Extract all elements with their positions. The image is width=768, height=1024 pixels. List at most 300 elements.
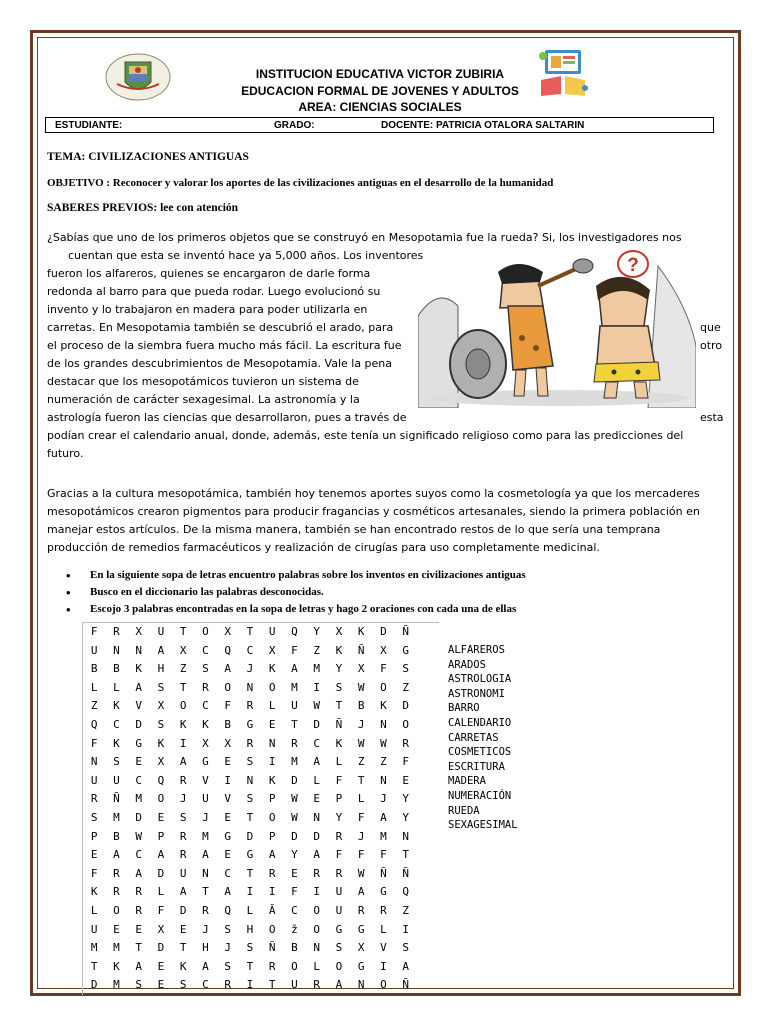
- word-search-cell: B: [90, 662, 98, 676]
- word-search-cell: Q: [90, 717, 98, 731]
- word-search-cell: K: [135, 662, 142, 676]
- paragraph1-line1: ¿Sabías que uno de los primeros objetos que se construyó en Mesopotamia fue la rueda? Si, los investigadores nos: [47, 231, 682, 244]
- word-search-cell: A: [135, 959, 142, 973]
- word-search-cell: P: [268, 829, 276, 843]
- word-search-cell: G: [246, 717, 254, 731]
- word-search-cell: R: [380, 903, 387, 917]
- word-search-cell: W: [313, 699, 320, 713]
- word-search-cell: P: [268, 792, 276, 806]
- word-search-cell: A: [179, 755, 187, 769]
- word-search-cell: E: [113, 922, 120, 936]
- word-search-cell: S: [402, 941, 409, 955]
- word-search-cell: D: [157, 866, 165, 880]
- paragraph2-line: Gracias a la cultura mesopotámica, también hoy tenemos aportes suyos como la cosmetología ya que los mercaderes: [47, 487, 700, 500]
- word-search-cell: A: [268, 848, 276, 862]
- word-search-cell: A: [402, 959, 409, 973]
- word-list-item: ASTRONOMI: [448, 687, 505, 700]
- word-search-cell: A: [135, 866, 142, 880]
- word-search-cell: E: [157, 978, 165, 992]
- word-search-cell: W: [291, 810, 298, 824]
- word-search-cell: M: [313, 662, 320, 676]
- word-search-cell: L: [313, 959, 320, 973]
- word-search-cell: O: [291, 959, 298, 973]
- paragraph1-line: numeración de carácter sexagesimal. La astronomía y la: [47, 393, 360, 406]
- word-search-cell: J: [357, 829, 365, 843]
- word-search-cell: A: [313, 755, 320, 769]
- word-search-cell: L: [157, 885, 165, 899]
- word-search-cell: T: [335, 699, 343, 713]
- word-search-cell: F: [380, 662, 387, 676]
- word-search-row: [83, 753, 439, 772]
- word-search-cell: Ñ: [380, 866, 387, 880]
- word-search-cell: O: [313, 903, 320, 917]
- word-search-cell: Y: [335, 662, 343, 676]
- word-search-cell: E: [291, 866, 298, 880]
- word-search-cell: R: [179, 848, 187, 862]
- word-search-cell: D: [179, 903, 187, 917]
- word-search-cell: A: [224, 885, 231, 899]
- area-name: AREA: CIENCIAS SOCIALES: [298, 100, 462, 114]
- word-search-cell: V: [224, 792, 231, 806]
- word-search-cell: N: [268, 736, 276, 750]
- word-list-item: ARADOS: [448, 658, 486, 671]
- instruction-item: • En la siguiente sopa de letras encuentro palabras sobre los inventos en civilizaciones antiguas: [66, 569, 526, 586]
- word-search-row: [83, 958, 439, 977]
- word-search-cell: N: [246, 680, 254, 694]
- word-search-cell: I: [380, 959, 387, 973]
- word-search-cell: F: [90, 736, 98, 750]
- word-search-cell: Q: [291, 625, 298, 638]
- word-search-cell: N: [135, 643, 142, 657]
- word-search-cell: S: [202, 662, 209, 676]
- word-search-cell: S: [246, 941, 254, 955]
- word-search-cell: A: [357, 885, 365, 899]
- instruction-item: • Escojo 3 palabras encontradas en la sopa de letras y hago 2 oraciones con cada una de ellas: [66, 603, 526, 620]
- word-list-item: MADERA: [448, 775, 486, 788]
- word-search-cell: W: [357, 680, 365, 694]
- word-list-item: SEXAGESIMAL: [448, 819, 518, 832]
- word-search-cell: N: [313, 941, 320, 955]
- word-search-cell: S: [335, 680, 343, 694]
- word-search-cell: O: [268, 922, 276, 936]
- word-search-cell: C: [224, 866, 231, 880]
- word-search-cell: N: [113, 643, 120, 657]
- word-list-item: COSMETICOS: [448, 746, 512, 759]
- word-search-cell: X: [202, 736, 209, 750]
- word-search-cell: Y: [402, 810, 409, 824]
- word-search-cell: O: [157, 792, 165, 806]
- word-search-cell: H: [202, 941, 209, 955]
- word-search-cell: F: [357, 848, 365, 862]
- word-search-cell: V: [202, 773, 209, 787]
- word-search-cell: D: [246, 829, 254, 843]
- word-search-cell: X: [157, 755, 165, 769]
- word-list-item: CARRETAS: [448, 731, 499, 744]
- word-search-cell: R: [135, 903, 142, 917]
- word-search-cell: U: [335, 885, 343, 899]
- word-search-row: [83, 735, 439, 754]
- word-search-cell: F: [90, 625, 98, 638]
- word-search-cell: J: [357, 717, 365, 731]
- word-search-cell: I: [246, 978, 254, 992]
- word-search-cell: H: [246, 922, 254, 936]
- instruction-item: • Busco en el diccionario las palabras desconocidas.: [66, 586, 526, 603]
- word-search-cell: Ñ: [402, 978, 409, 992]
- paragraph1-line: fueron los alfareros, quienes se encargaron de darle forma: [47, 267, 371, 280]
- word-search-cell: J: [202, 922, 209, 936]
- word-search-cell: T: [179, 941, 187, 955]
- cavemen-wheel-illustration: [418, 246, 696, 408]
- word-search-cell: R: [268, 866, 276, 880]
- word-search-cell: X: [380, 643, 387, 657]
- word-search-cell: F: [357, 810, 365, 824]
- word-search-cell: C: [113, 717, 120, 731]
- word-search-cell: L: [380, 922, 387, 936]
- word-search-cell: R: [202, 680, 209, 694]
- word-search-cell: I: [246, 885, 254, 899]
- word-search-cell: R: [179, 829, 187, 843]
- word-search-cell: K: [113, 736, 120, 750]
- word-list-item: CALENDARIO: [448, 716, 512, 729]
- word-search-cell: S: [246, 792, 254, 806]
- word-search-cell: E: [224, 848, 231, 862]
- objetivo: OBJETIVO : Reconocer y valorar los aportes de las civilizaciones antiguas en el desarrollo de la humanidad: [47, 177, 554, 189]
- word-list-item: BARRO: [448, 702, 480, 715]
- word-search-cell: A: [202, 848, 209, 862]
- word-search-cell: S: [224, 922, 231, 936]
- word-search-cell: T: [246, 959, 254, 973]
- word-search-cell: O: [402, 717, 409, 731]
- word-search-cell: D: [135, 810, 142, 824]
- word-search-cell: T: [90, 959, 98, 973]
- word-search-cell: E: [224, 810, 231, 824]
- word-search-cell: Ñ: [268, 941, 276, 955]
- word-search-cell: E: [313, 792, 320, 806]
- word-search-cell: O: [113, 903, 120, 917]
- word-search-cell: K: [179, 959, 187, 973]
- word-search-cell: L: [113, 680, 120, 694]
- word-search-cell: R: [335, 866, 343, 880]
- word-search-cell: B: [291, 941, 298, 955]
- word-search-cell: M: [380, 829, 387, 843]
- word-search-cell: D: [313, 717, 320, 731]
- word-search-cell: S: [113, 755, 120, 769]
- saberes-previos: SABERES PREVIOS: lee con atención: [47, 202, 239, 214]
- word-search-cell: S: [402, 662, 409, 676]
- paragraph1-line: redonda al barro para que pueda rodar. Luego evolucionó su: [47, 285, 381, 298]
- word-search-cell: O: [179, 699, 187, 713]
- word-search-row: [83, 679, 439, 698]
- word-search-cell: J: [224, 941, 231, 955]
- word-search-cell: U: [202, 792, 209, 806]
- word-list-item: NUMERACIÓN: [448, 789, 512, 802]
- word-search-cell: R: [224, 978, 231, 992]
- word-search-cell: G: [402, 643, 409, 657]
- word-search-cell: C: [202, 643, 209, 657]
- word-search-cell: E: [90, 848, 98, 862]
- word-search-cell: A: [157, 643, 165, 657]
- word-search-cell: M: [202, 829, 209, 843]
- word-search-cell: P: [157, 829, 165, 843]
- word-search-cell: D: [291, 829, 298, 843]
- word-search-cell: Y: [313, 625, 320, 638]
- word-search-cell: N: [313, 810, 320, 824]
- word-search-cell: K: [202, 717, 209, 731]
- word-search-cell: S: [335, 941, 343, 955]
- word-search-cell: S: [224, 959, 231, 973]
- word-search-cell: K: [90, 885, 98, 899]
- paragraph2-line: manejar estos artículos. De la misma manera, también se han encontrado restos de lo que sería una temprana: [47, 523, 661, 536]
- word-search-cell: W: [357, 736, 365, 750]
- word-search-cell: S: [135, 978, 142, 992]
- word-search-cell: W: [135, 829, 142, 843]
- paragraph1-line: de los grandes descubrimientos de Mesopotamia. Vale la pena: [47, 357, 393, 370]
- word-search-row: [83, 846, 439, 865]
- word-search-cell: R: [246, 699, 254, 713]
- word-search-cell: O: [380, 978, 387, 992]
- word-search-row: [83, 660, 439, 679]
- word-search-cell: X: [224, 736, 231, 750]
- word-search-cell: G: [135, 736, 142, 750]
- word-search-cell: G: [202, 755, 209, 769]
- word-search-cell: A: [202, 959, 209, 973]
- word-search-row: [83, 865, 439, 884]
- word-search-cell: X: [224, 625, 231, 638]
- word-search-cell: L: [268, 699, 276, 713]
- word-search-cell: Ă: [268, 903, 276, 917]
- word-search-cell: K: [380, 699, 387, 713]
- word-search-cell: S: [179, 810, 187, 824]
- word-search-cell: C: [202, 978, 209, 992]
- word-search-cell: T: [246, 866, 254, 880]
- word-search-cell: E: [402, 773, 409, 787]
- word-search-cell: T: [357, 773, 365, 787]
- paragraph1-line: cuentan que esta se inventó hace ya 5,000 años. Los inventores: [68, 249, 424, 262]
- word-search-cell: Y: [291, 848, 298, 862]
- word-search-cell: E: [157, 959, 165, 973]
- word-search-cell: E: [135, 922, 142, 936]
- word-search-cell: N: [202, 866, 209, 880]
- word-search-cell: O: [313, 922, 320, 936]
- word-search-cell: L: [313, 773, 320, 787]
- word-search-row: [83, 976, 439, 995]
- word-search-cell: W: [357, 866, 365, 880]
- word-search-cell: L: [90, 680, 98, 694]
- word-search-cell: D: [135, 717, 142, 731]
- word-list-item: ALFAREROS: [448, 644, 505, 656]
- word-search-cell: N: [380, 773, 387, 787]
- word-search-cell: Z: [313, 643, 320, 657]
- word-search-cell: I: [179, 736, 187, 750]
- word-search-cell: S: [157, 717, 165, 731]
- word-search-cell: T: [246, 625, 254, 638]
- word-search-cell: Z: [357, 755, 365, 769]
- word-search-cell: E: [179, 922, 187, 936]
- paragraph1-line: astrología fueron las ciencias que desarrollaron, pues a través de: [47, 411, 407, 424]
- word-search-cell: R: [113, 866, 120, 880]
- word-list: [448, 643, 518, 833]
- paragraph1-line: destacar que los mesopotámicos tuvieron un sistema de: [47, 375, 359, 388]
- word-search-cell: N: [246, 773, 254, 787]
- word-search-cell: B: [113, 829, 120, 843]
- word-search-cell: A: [113, 848, 120, 862]
- word-search-cell: A: [135, 680, 142, 694]
- word-search-cell: S: [90, 810, 98, 824]
- word-search-cell: T: [268, 978, 276, 992]
- question-mark-text: ?: [627, 255, 639, 276]
- word-search-cell: X: [357, 941, 365, 955]
- word-search-cell: U: [335, 903, 343, 917]
- tema: TEMA: CIVILIZACIONES ANTIGUAS: [47, 151, 249, 163]
- paragraph1-left-block: [47, 247, 423, 427]
- word-search-cell: M: [135, 792, 142, 806]
- word-search-cell: R: [357, 903, 365, 917]
- word-search-cell: F: [224, 699, 231, 713]
- word-search-cell: C: [135, 848, 142, 862]
- word-search-cell: T: [179, 680, 187, 694]
- word-search-cell: D: [402, 699, 409, 713]
- word-search-cell: K: [335, 736, 343, 750]
- word-search-cell: A: [157, 848, 165, 862]
- word-search-cell: D: [157, 941, 165, 955]
- word-search-cell: J: [380, 792, 387, 806]
- paragraph2-line: mesopotámicos crearon pigmentos para producir fragancias y cosméticos artesanales, siendo la primera población en: [47, 505, 700, 518]
- word-search-cell: M: [90, 941, 98, 955]
- paragraph1-right-esta: esta: [700, 411, 724, 424]
- word-search-cell: R: [291, 736, 298, 750]
- word-search-cell: G: [380, 885, 387, 899]
- word-search-cell: Z: [380, 755, 387, 769]
- word-search-cell: K: [113, 959, 120, 973]
- word-search-cell: X: [268, 643, 276, 657]
- word-list-item: ASTROLOGIA: [448, 673, 512, 686]
- word-search-cell: X: [135, 625, 142, 638]
- word-search-cell: Ñ: [357, 643, 365, 657]
- word-search-cell: E: [224, 755, 231, 769]
- word-search-cell: C: [202, 699, 209, 713]
- word-search-cell: L: [90, 903, 98, 917]
- word-search-cell: H: [157, 662, 165, 676]
- word-search-cell: A: [179, 885, 187, 899]
- word-search-cell: A: [313, 848, 320, 862]
- word-search-cell: K: [268, 662, 276, 676]
- word-search-cell: Z: [402, 680, 409, 694]
- word-search-cell: P: [335, 792, 343, 806]
- word-search-cell: L: [335, 755, 343, 769]
- word-search-cell: N: [402, 829, 409, 843]
- word-search-cell: M: [113, 978, 120, 992]
- word-search-cell: M: [291, 680, 298, 694]
- word-search-cell: B: [224, 717, 231, 731]
- word-search-cell: R: [313, 866, 320, 880]
- word-search-row: [83, 790, 439, 809]
- paragraph1-after-line2: futuro.: [47, 447, 84, 460]
- word-search-cell: K: [335, 643, 343, 657]
- word-list-item: ESCRITURA: [448, 760, 505, 773]
- word-search-cell: X: [157, 699, 165, 713]
- word-search-cell: Q: [157, 773, 165, 787]
- word-search-cell: R: [313, 978, 320, 992]
- word-search-cell: X: [179, 643, 187, 657]
- word-search-cell: F: [402, 755, 409, 769]
- word-search-cell: V: [135, 699, 142, 713]
- word-search-cell: R: [246, 736, 254, 750]
- word-search-cell: O: [380, 680, 387, 694]
- word-search-cell: G: [224, 829, 231, 843]
- word-search-cell: Z: [179, 662, 187, 676]
- word-search-cell: C: [135, 773, 142, 787]
- word-search-cell: M: [113, 810, 120, 824]
- word-search-cell: T: [179, 625, 187, 638]
- word-search-cell: R: [335, 829, 343, 843]
- word-search-cell: E: [268, 717, 276, 731]
- word-search-cell: S: [246, 755, 254, 769]
- word-search-cell: T: [202, 885, 209, 899]
- word-search-cell: F: [335, 848, 343, 862]
- word-search-cell: C: [246, 643, 254, 657]
- word-search-grid: [82, 622, 439, 995]
- word-search-cell: J: [179, 792, 187, 806]
- word-search-cell: I: [268, 885, 276, 899]
- paragraph1-right-que: que: [700, 321, 721, 334]
- student-label: ESTUDIANTE:: [55, 120, 123, 131]
- word-search-cell: L: [357, 792, 365, 806]
- word-search-cell: I: [402, 922, 409, 936]
- word-search-row: [83, 921, 439, 940]
- word-search-cell: T: [135, 941, 142, 955]
- word-search-cell: X: [357, 662, 365, 676]
- teacher-label: DOCENTE: PATRICIA OTALORA SALTARIN: [381, 120, 585, 131]
- word-search-cell: U: [90, 922, 98, 936]
- word-search-cell: Q: [224, 643, 231, 657]
- word-search-cell: F: [291, 885, 298, 899]
- word-search-cell: U: [157, 625, 165, 638]
- word-search-cell: A: [224, 662, 231, 676]
- institution-name: INSTITUCION EDUCATIVA VICTOR ZUBIRIA: [255, 67, 505, 81]
- word-search-cell: F: [90, 866, 98, 880]
- word-search-cell: W: [380, 736, 387, 750]
- word-search-cell: R: [90, 792, 98, 806]
- word-search-cell: R: [135, 885, 142, 899]
- word-search-cell: W: [291, 792, 298, 806]
- word-search-cell: E: [157, 810, 165, 824]
- word-search-cell: Z: [90, 699, 98, 713]
- word-search-cell: X: [157, 922, 165, 936]
- word-search-cell: Ñ: [402, 625, 409, 638]
- word-search-cell: Q: [402, 885, 409, 899]
- word-search-cell: R: [268, 959, 276, 973]
- word-search-cell: Q: [224, 903, 231, 917]
- paragraph1-right-otro: otro: [700, 339, 723, 352]
- word-search-cell: P: [90, 829, 98, 843]
- word-search-row: [83, 809, 439, 828]
- word-search-cell: J: [202, 810, 209, 824]
- word-search-cell: M: [113, 941, 120, 955]
- word-search-cell: Y: [335, 810, 343, 824]
- word-search-cell: I: [224, 773, 231, 787]
- word-search-cell: T: [402, 848, 409, 862]
- word-search-cell: A: [335, 978, 343, 992]
- word-search-row: [83, 828, 439, 847]
- word-search-cell: N: [380, 717, 387, 731]
- word-search-cell: R: [113, 885, 120, 899]
- program-name: EDUCACION FORMAL DE JOVENES Y ADULTOS: [241, 84, 519, 98]
- word-search-cell: F: [291, 643, 298, 657]
- word-search-cell: K: [113, 699, 120, 713]
- word-search-cell: N: [90, 755, 98, 769]
- word-search-cell: D: [90, 978, 98, 992]
- word-search-cell: U: [113, 773, 120, 787]
